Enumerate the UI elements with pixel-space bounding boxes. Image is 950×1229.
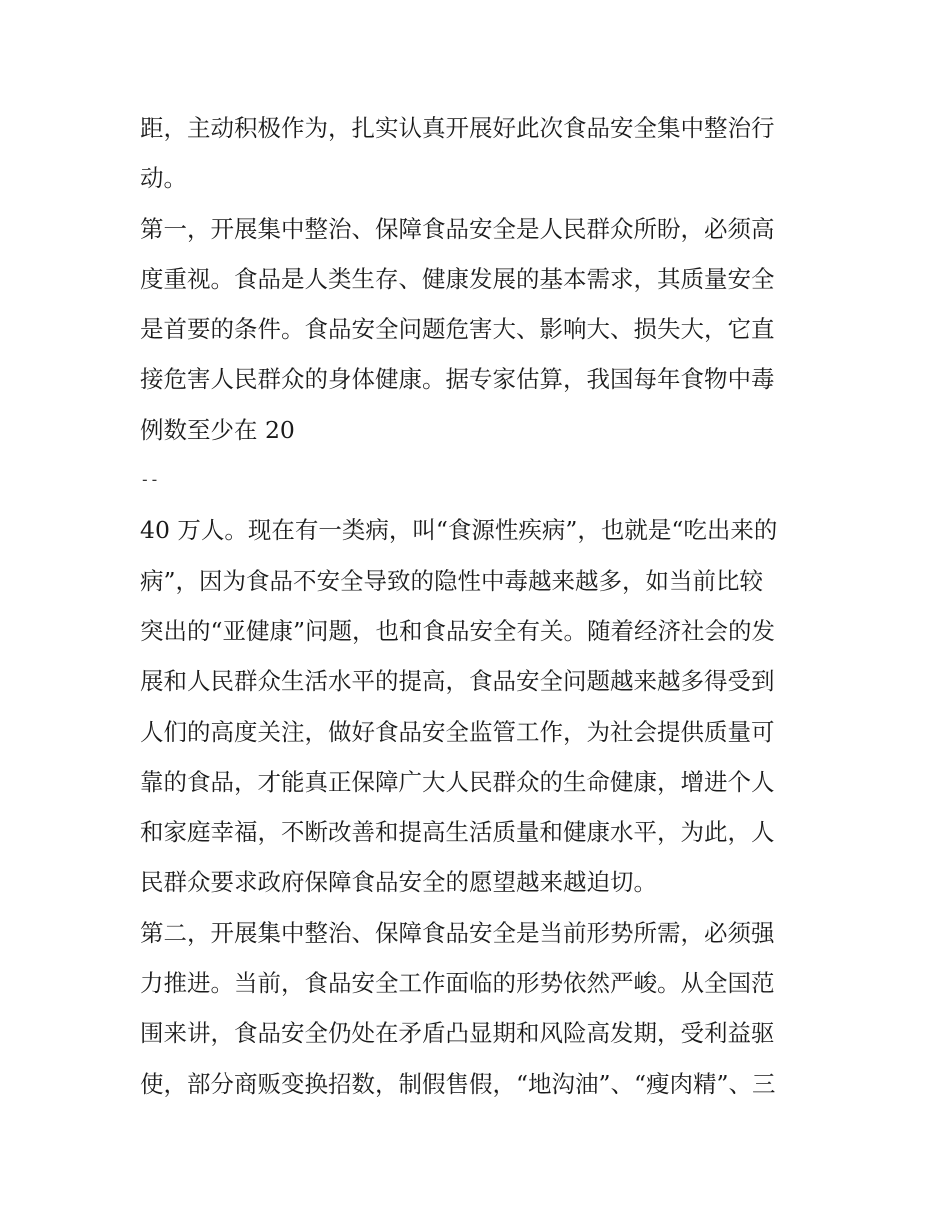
text-line: 和家庭幸福，不断改善和提高生活质量和健康水平，为此，人 bbox=[140, 818, 775, 847]
text-line: 病”，因为食品不安全导致的隐性中毒越来越多，如当前比较 bbox=[140, 566, 764, 595]
text-line: 使，部分商贩变换招数，制假售假，“地沟油”、“瘦肉精”、三 bbox=[140, 1069, 776, 1098]
text-line: 动。 bbox=[140, 164, 187, 193]
text-line: 靠的食品，才能真正保障广大人民群众的生命健康，增进个人 bbox=[140, 767, 775, 796]
text-line: 围来讲，食品安全仍处在矛盾凸显期和风险高发期，受利益驱 bbox=[140, 1019, 775, 1048]
text-line: 展和人民群众生活水平的提高，食品安全问题越来越多得受到 bbox=[140, 667, 775, 696]
text-line: 人们的高度关注，做好食品安全监管工作，为社会提供质量可 bbox=[140, 717, 775, 746]
text-line: 是首要的条件。食品安全问题危害大、影响大、损失大，它直 bbox=[140, 315, 775, 344]
text-line: 40 万人。现在有一类病，叫“食源性疾病”，也就是“吃出来的 bbox=[140, 516, 778, 545]
document-page bbox=[140, 103, 812, 1109]
text-line: 第二，开展集中整治、保障食品安全是当前形势所需，必须强 bbox=[140, 918, 775, 947]
text-line: 力推进。当前，食品安全工作面临的形势依然严峻。从全国范 bbox=[140, 969, 775, 998]
separator-line: -- bbox=[140, 470, 160, 490]
text-line: 例数至少在 20 bbox=[140, 415, 295, 444]
text-line: 民群众要求政府保障食品安全的愿望越来越迫切。 bbox=[140, 868, 657, 897]
text-line: 接危害人民群众的身体健康。据专家估算，我国每年食物中毒 bbox=[140, 365, 775, 394]
text-line: 突出的“亚健康”问题，也和食品安全有关。随着经济社会的发 bbox=[140, 616, 776, 645]
text-line: 距，主动积极作为，扎实认真开展好此次食品安全集中整治行 bbox=[140, 114, 775, 142]
text-line: 度重视。食品是人类生存、健康发展的基本需求，其质量安全 bbox=[140, 264, 775, 293]
text-line: 第一，开展集中整治、保障食品安全是人民群众所盼，必须高 bbox=[140, 214, 775, 243]
